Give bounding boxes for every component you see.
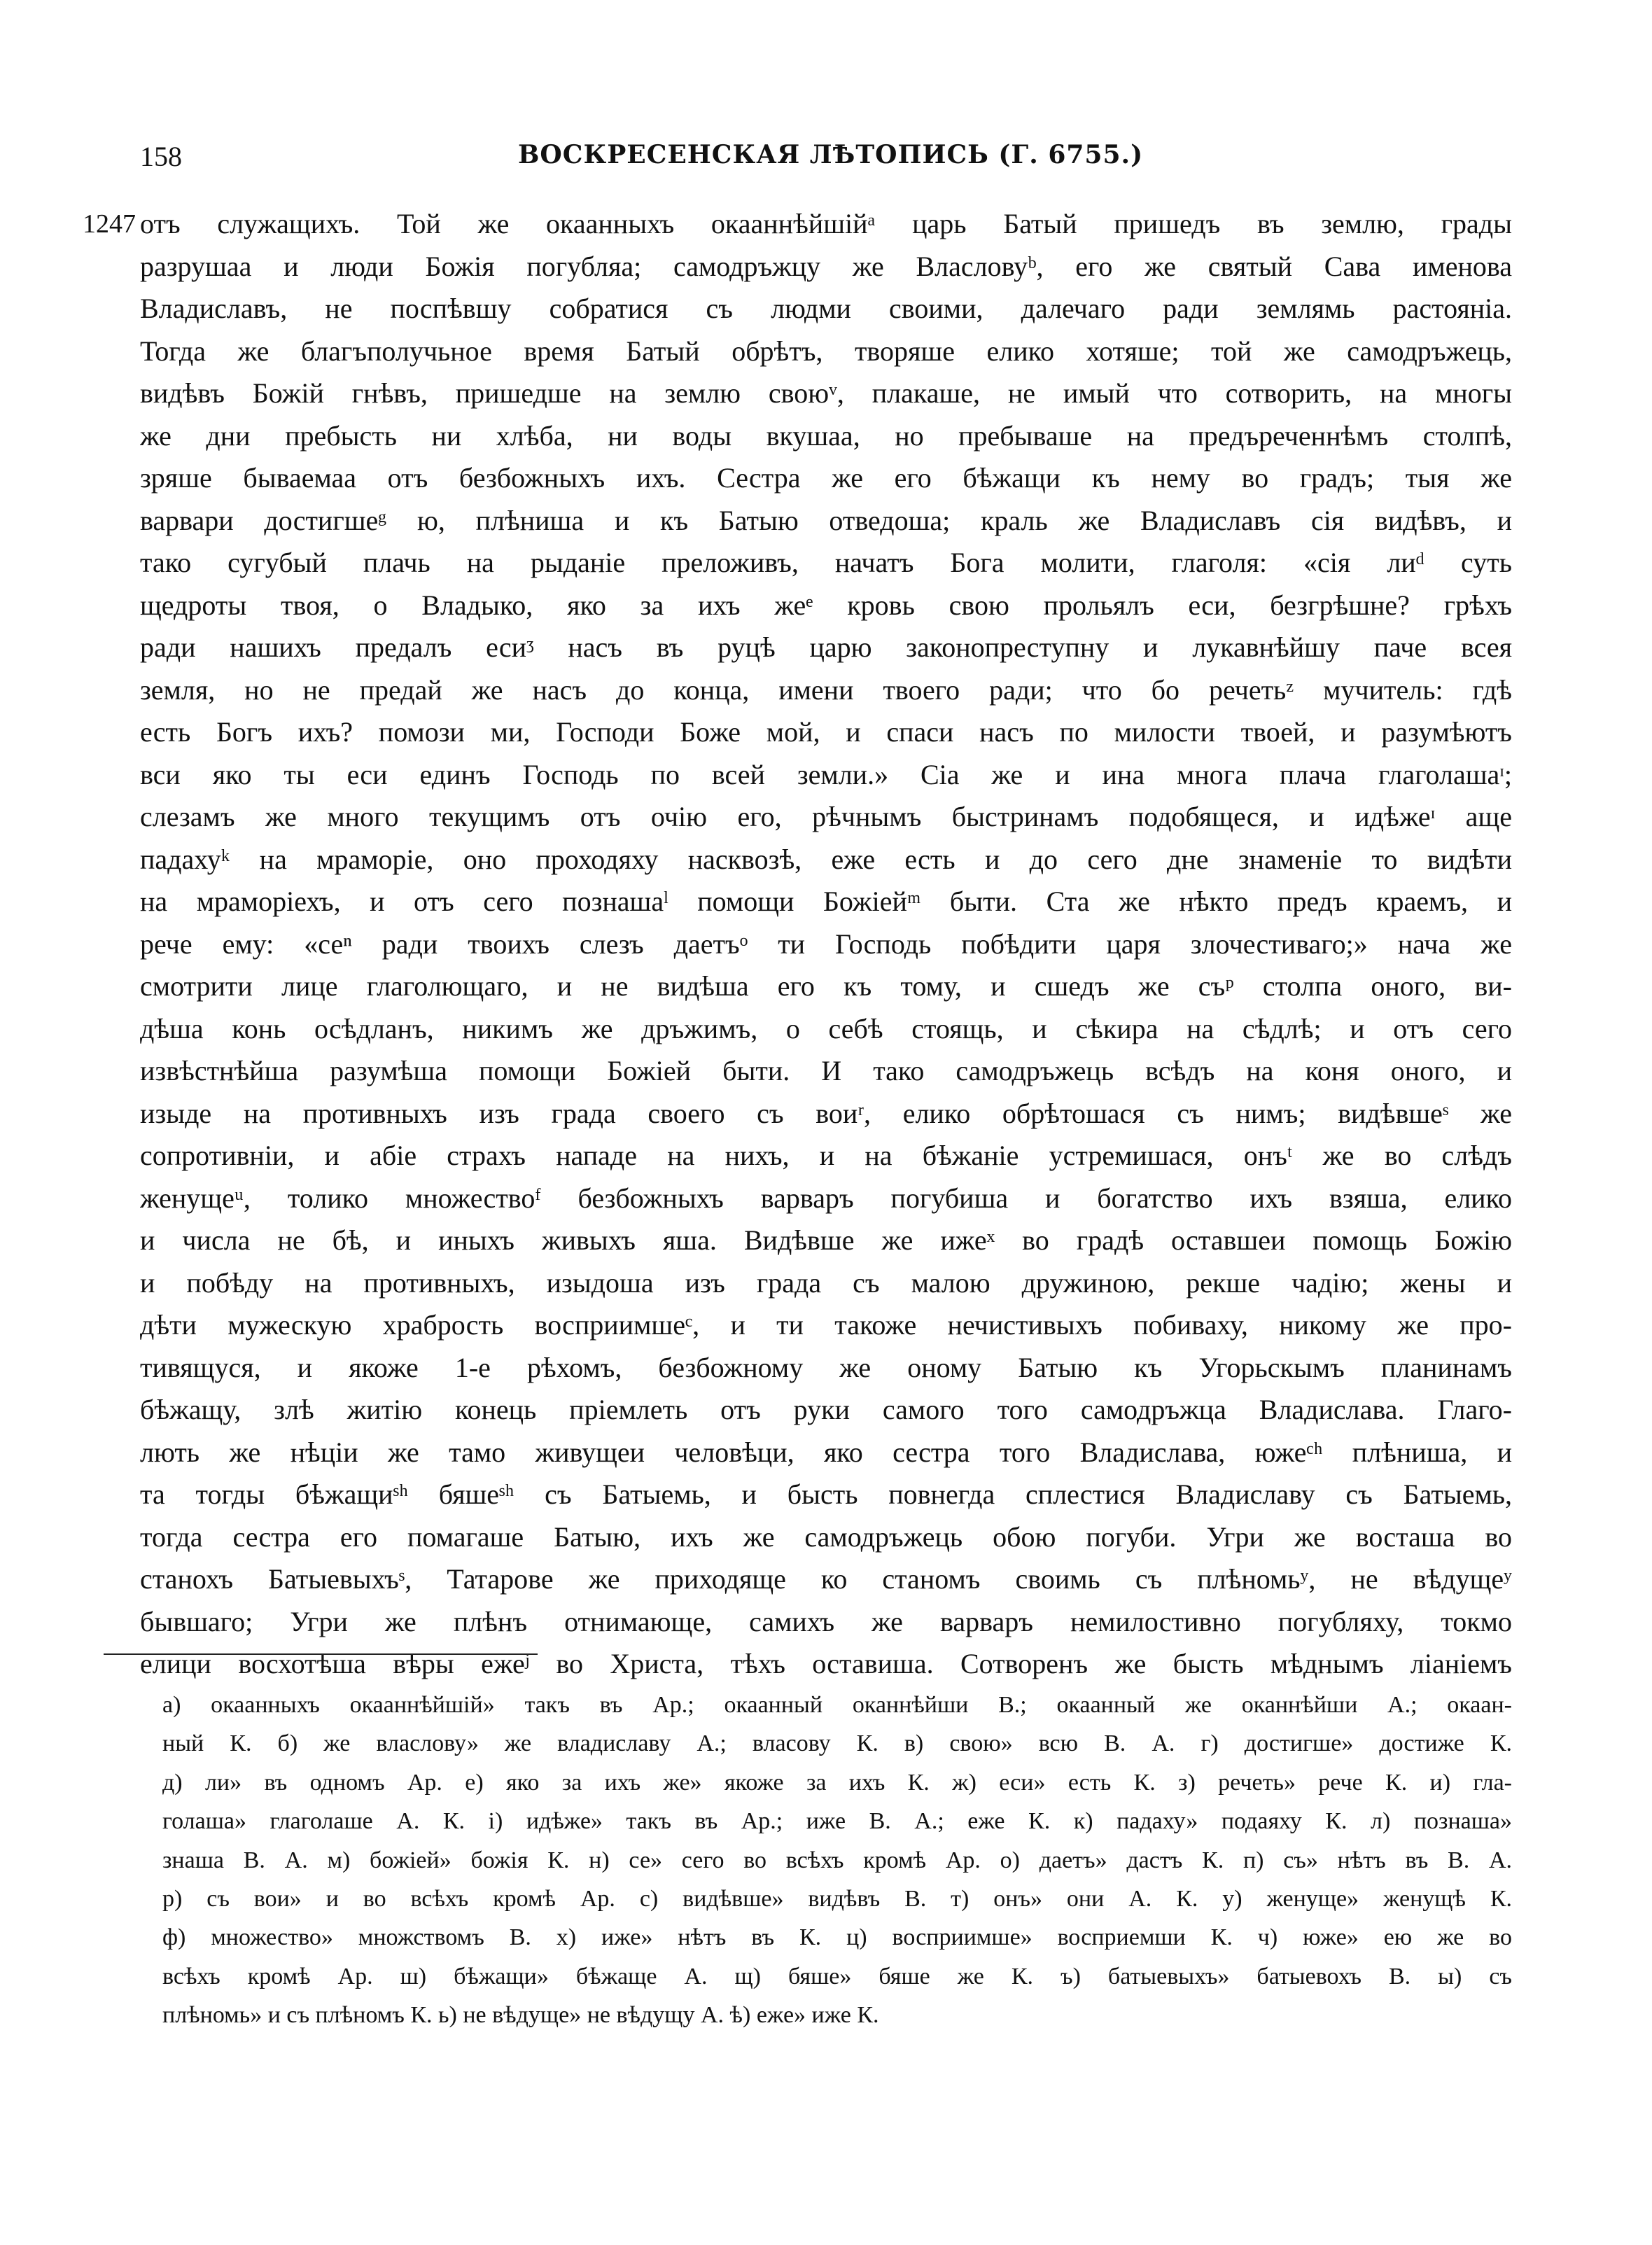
body-line: щедроты твоя, о Владыко, яко за ихъ жеᵉ кровь свою прольялъ еси, безгрѣшне? грѣхъ xyxy=(140,589,1512,621)
body-line: вси яко ты еси единъ Господь по всей земли.» Сіа же и ина многа плача глаголашаᶦ; xyxy=(140,758,1512,790)
body-line: и числа не бѣ, и иныхъ живыхъ яша. Видѣвше же ижеˣ во градѣ оставшеи помощь Божію xyxy=(140,1224,1512,1256)
body-line: женущеᵘ, толико множествоᶠ безбожныхъ варваръ погубиша и богатство ихъ взяша, елико xyxy=(140,1182,1512,1214)
body-line: рече ему: «сеⁿ ради твоихъ слезъ даетъᵒ ти Господь побѣдити царя злочестиваго;» нача же xyxy=(140,928,1512,960)
footnote-line: ный К. б) же власлову» же владиславу А.; власову К. в) свою» всю В. А. г) достигше» достиже К. xyxy=(162,1730,1512,1757)
footnote-line: р) съ вои» и во всѣхъ кромѣ Ар. с) видѣвше» видѣвъ В. т) онъ» они А. К. у) женуще» женущѣ К. xyxy=(162,1885,1512,1912)
body-line: же дни пребысть ни хлѣба, ни воды вкушаа, но пребываше на предъреченнѣмъ столпѣ, xyxy=(140,419,1512,452)
body-line: есть Богъ ихъ? помози ми, Господи Боже мой, и спаси насъ по милости твоей, и разумѣютъ xyxy=(140,716,1512,748)
page-number: 158 xyxy=(140,141,182,172)
footnote-line: а) окаанныхъ окааннѣйшій» такъ въ Ар.; окаанный оканнѣйши В.; окаанный же оканнѣйши А.; окаан- xyxy=(162,1692,1512,1718)
footnote-line: знаша В. А. м) божіей» божія К. н) се» сего во всѣхъ кромѣ Ар. о) даетъ» дастъ К. п) съ» нѣтъ въ В. А. xyxy=(162,1847,1512,1873)
body-line: ради нашихъ предалъ есиᶾ насъ въ руцѣ царю законопреступну и лукавнѣйшу паче всея xyxy=(140,631,1512,663)
body-line: та тогды бѣжащиˢʰ бяшеˢʰ съ Батыемь, и бысть повнегда сплестися Владиславу съ Батыемь, xyxy=(140,1478,1512,1510)
footnote-line: д) ли» въ одномъ Ар. е) яко за ихъ же» якоже за ихъ К. ж) еси» есть К. з) речеть» рече К. и) гла- xyxy=(162,1769,1512,1796)
body-line: тогда сестра его помагаше Батыю, ихъ же самодръжець обою погуби. Угри же восташа во xyxy=(140,1520,1512,1553)
footnote-line: плѣномь» и съ плѣномъ К. ь) не вѣдуще» не вѣдущу А. ѣ) еже» иже К. xyxy=(162,2002,879,2029)
footnote-line: голаша» глаголаше А. К. і) идѣже» такъ въ Ар.; иже В. А.; еже К. к) падаху» подаяху К. л) познаша» xyxy=(162,1808,1512,1835)
body-line: дѣти мужескую храбрость восприимшеᶜ, и ти такоже нечистивыхъ побиваху, никому же про- xyxy=(140,1309,1512,1341)
body-line: дѣша конь осѣдланъ, никимъ же дръжимъ, о себѣ стоящь, и сѣкира на сѣдлѣ; и отъ сего xyxy=(140,1012,1512,1044)
footnote-rule xyxy=(104,1653,538,1655)
footnotes xyxy=(162,1686,1512,2035)
body-line: варвари достигшеᵍ ю, плѣниша и къ Батыю отведоша; краль же Владиславъ сія видѣвъ, и xyxy=(140,504,1512,536)
margin-year: 1247 xyxy=(83,209,136,239)
body-line: Владиславъ, не поспѣвшу собратися съ людми своими, далечаго ради землямь растояніа. xyxy=(140,293,1512,324)
body-line: лють же нѣціи же тамо живущеи человѣци, яко сестра того Владислава, южеᶜʰ плѣниша, и xyxy=(140,1436,1512,1468)
body-line: тако сугубый плачь на рыданіе преложивъ, начатъ Бога молити, глаголя: «сія лиᵈ суть xyxy=(140,547,1512,578)
body-line: разрушаа и люди Божія погубляа; самодръжцу же Власловуᵇ, его же святый Сава именова xyxy=(140,250,1512,282)
body-line: земля, но не предай же насъ до конца, имени твоего ради; что бо речетьᶻ мучитель: гдѣ xyxy=(140,673,1512,706)
body-line: падахуᵏ на мраморіе, оно проходяху насквозѣ, еже есть и до сего дне знаменіе то видѣти xyxy=(140,843,1512,875)
body-line: сопротивніи, и абіе страхъ нападе на нихъ, и на бѣжаніе устремишася, онъᵗ же во слѣдъ xyxy=(140,1140,1512,1171)
body-line: отъ служащихъ. Той же окаанныхъ окааннѣйшійᵃ царь Батый пришедъ въ землю, грады xyxy=(140,208,1512,239)
footnote-line: ф) множество» множствомъ В. х) иже» нѣтъ въ К. ц) восприимше» восприемши К. ч) юже» ею же во xyxy=(162,1924,1512,1951)
page-header xyxy=(140,140,1512,182)
body-line: станохъ Батыевыхъˢ, Татарове же приходяще ко станомъ своимь съ плѣномьʸ, не вѣдущеʸ xyxy=(140,1563,1512,1595)
body-line: тивящуся, и якоже 1-е рѣхомъ, безбожному же оному Батыю къ Угорьскымъ планинамъ xyxy=(140,1351,1512,1383)
body-line: на мраморіехъ, и отъ сего познашаˡ помощи Божіейᵐ быти. Ста же нѣкто предъ краемъ, и xyxy=(140,886,1512,917)
body-line: зряше бываемаа отъ безбожныхъ ихъ. Сестра же его бѣжащи къ нему во градъ; тыя же xyxy=(140,462,1512,494)
body-line: видѣвъ Божій гнѣвъ, пришедше на землю своюᵛ, плакаше, не имый что сотворить, на многы xyxy=(140,377,1512,409)
body-line: елици восхотѣша вѣры ежеʲ во Христа, тѣхъ оставиша. Сотворенъ же бысть мѣднымъ ліаніемъ xyxy=(140,1648,1512,1679)
body-text xyxy=(140,203,1512,1686)
body-line: извѣстнѣйша разумѣша помощи Божіей быти. И тако самодръжець всѣдъ на коня оного, и xyxy=(140,1055,1512,1086)
body-line: и побѣду на противныхъ, изыдоша изъ града съ малою дружиною, рекше чадію; жены и xyxy=(140,1266,1512,1299)
body-line: слезамъ же много текущимъ отъ очію его, рѣчнымъ быстринамъ подобящеся, и идѣжеᶦ аще xyxy=(140,801,1512,832)
body-line: Тогда же благъполучьное время Батый обрѣтъ, творяше елико хотяше; той же самодръжець, xyxy=(140,335,1512,367)
footnote-line: всѣхъ кромѣ Ар. ш) бѣжащи» бѣжаще А. щ) бяше» бяше же К. ъ) батыевыхъ» батыевохъ В. ы) съ xyxy=(162,1963,1512,1989)
body-line: изыде на противныхъ изъ града своего съ воиʳ, елико обрѣтошася съ нимъ; видѣвшеˢ же xyxy=(140,1097,1512,1129)
body-line: смотрити лице глаголющаго, и не видѣша его къ тому, и сшедъ же съᵖ столпа оного, ви- xyxy=(140,970,1512,1002)
body-line: бывшаго; Угри же плѣнъ отнимающе, самихъ же варваръ немилостивно погубляху, токмо xyxy=(140,1605,1512,1637)
running-title: ВОСКРЕСЕНСКАЯ ЛѢТОПИСЬ (Г. 6755.) xyxy=(518,140,1144,169)
body-line: бѣжащу, злѣ житію конець пріемлеть отъ руки самого того самодръжца Владислава. Глаго- xyxy=(140,1394,1512,1425)
